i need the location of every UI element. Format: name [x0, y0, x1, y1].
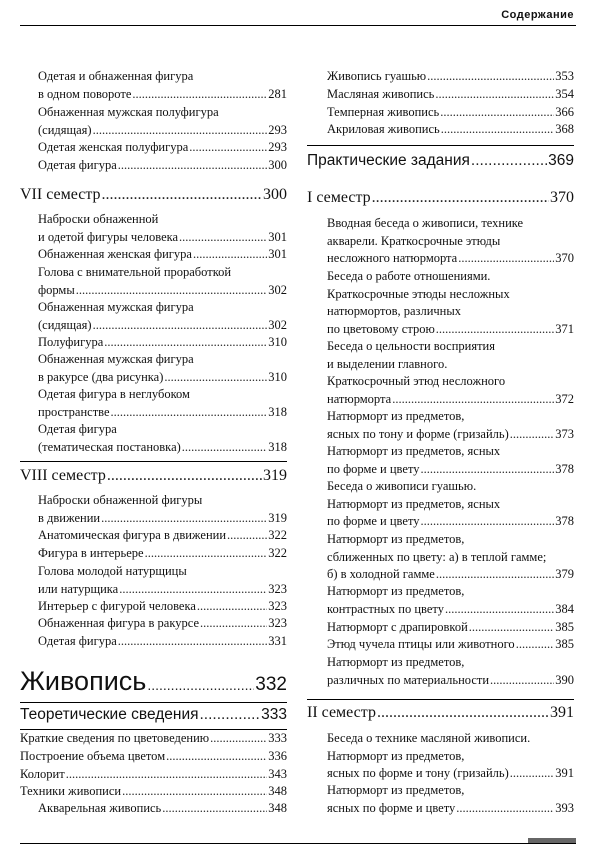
- entry-text: пространстве: [38, 404, 110, 419]
- leader-dots: [440, 104, 554, 122]
- toc-entry: [38, 211, 287, 246]
- toc-entry: [20, 730, 287, 748]
- toc-entry: [327, 104, 574, 122]
- leader-dots: [147, 669, 254, 701]
- leader-dots: [471, 151, 547, 171]
- leader-dots: [104, 334, 267, 352]
- leader-dots: [458, 250, 554, 268]
- entry-text: сближенных по цвету: а) в теплой гамме;: [327, 549, 547, 564]
- toc-entry: [38, 157, 287, 175]
- page-number: 300: [268, 158, 287, 172]
- entry-text: ясных по тону и форме (гризайль): [327, 426, 509, 441]
- toc-entry: [327, 478, 574, 531]
- entry-text: Обнаженная мужская полуфигура: [38, 105, 219, 119]
- section-rule: [20, 461, 287, 462]
- page-number: 322: [268, 546, 287, 560]
- toc-entry: [38, 421, 287, 456]
- leader-dots: [377, 703, 549, 723]
- entry-text: Обнаженная мужская фигура: [38, 352, 194, 366]
- entry-text: Полуфигура: [38, 335, 104, 349]
- entry-text: ясных по форме и тону (гризайль): [327, 766, 509, 780]
- entry-text: по форме и цвету: [327, 514, 420, 528]
- section-heading-practice: [307, 151, 574, 171]
- section-heading-sem7: [20, 185, 287, 205]
- footer-page-tab: [528, 838, 576, 843]
- entry-text: и выделении главного.: [327, 356, 448, 371]
- page-number: 353: [555, 69, 574, 83]
- entry-text: ясных по форме и цвету: [327, 800, 456, 815]
- entry-text: натюрмортов, различных: [327, 304, 462, 318]
- page-number: 390: [555, 672, 574, 687]
- leader-dots: [189, 139, 267, 157]
- entry-text: Живопись: [20, 666, 147, 696]
- toc-entry: [327, 531, 574, 584]
- leader-dots: [182, 439, 267, 457]
- entry-text: Интерьер с фигурой человека: [38, 599, 196, 613]
- toc-entry: [327, 636, 574, 654]
- leader-dots: [102, 185, 262, 205]
- entry-text: б) в холодной гамме: [327, 567, 435, 581]
- leader-dots: [193, 246, 267, 264]
- entry-text: Одетая женская полуфигура: [38, 140, 189, 154]
- leader-dots: [436, 321, 554, 339]
- entry-text: II семестр: [307, 704, 376, 721]
- entry-text: Краткосрочный этюд несложного: [327, 374, 506, 388]
- entry-text: Краткие сведения по цветоведению: [20, 731, 210, 745]
- toc-entry: [20, 783, 287, 801]
- leader-dots: [435, 86, 554, 104]
- entry-text: Натюрморт из предметов,: [327, 748, 465, 763]
- leader-dots: [166, 748, 267, 766]
- page-number: 323: [268, 616, 287, 630]
- page-number: 385: [555, 637, 574, 651]
- leader-dots: [510, 426, 554, 444]
- leader-dots: [164, 369, 267, 387]
- page-number: 319: [263, 467, 287, 484]
- entry-text: Практические задания: [307, 152, 470, 169]
- section-heading-sem8: [20, 466, 287, 486]
- toc-entry: [38, 800, 287, 818]
- entry-text: несложного натюрморта: [327, 251, 458, 265]
- page-number: 378: [555, 514, 574, 528]
- leader-dots: [162, 800, 267, 818]
- entry-text: VII семестр: [20, 186, 101, 203]
- entry-text: Беседа о цельности восприятия: [327, 339, 495, 353]
- page-number: 331: [268, 634, 287, 648]
- page-number: 393: [555, 800, 574, 815]
- entry-text: контрастных по цвету: [327, 601, 444, 616]
- entry-text: Техники живописи: [20, 784, 122, 798]
- part-heading-painting: [20, 665, 287, 701]
- footer-rule: [20, 843, 576, 844]
- entry-text: и одетой фигуры человека: [38, 229, 179, 244]
- entry-text: Одетая и обнаженная фигура: [38, 69, 194, 83]
- toc-entry: [38, 104, 287, 139]
- page-number: 336: [268, 749, 287, 763]
- toc-entry: [38, 139, 287, 157]
- entry-text: Теоретические сведения: [20, 706, 199, 723]
- toc-entry: [327, 583, 574, 618]
- leader-dots: [111, 404, 268, 422]
- toc-entry: [38, 68, 287, 103]
- toc-entry: [20, 748, 287, 766]
- entry-text: Масляная живопись: [327, 87, 435, 101]
- leader-dots: [210, 730, 267, 748]
- entry-text: или натурщика: [38, 581, 119, 596]
- leader-dots: [118, 633, 267, 651]
- entry-text: в ракурсе (два рисунка): [38, 369, 164, 384]
- toc-entry: [327, 68, 574, 86]
- entry-text: Краткосрочные этюды несложных: [327, 286, 510, 301]
- toc-entry: [38, 615, 287, 633]
- leader-dots: [392, 391, 554, 409]
- entry-text: Акварельная живопись: [38, 801, 162, 815]
- toc-entry: [38, 264, 287, 299]
- entry-text: Натюрморт из предметов,: [327, 655, 465, 669]
- entry-text: Наброски обнаженной фигуры: [38, 493, 203, 507]
- running-header: Содержание: [501, 9, 574, 21]
- entry-text: по цветовому строю: [327, 321, 435, 336]
- entry-text: Этюд чучела птицы или животного: [327, 637, 515, 651]
- entry-text: Колорит: [20, 767, 65, 781]
- toc-entry: [20, 766, 287, 784]
- entry-text: (сидящая): [38, 122, 92, 137]
- entry-text: Построение объема цветом: [20, 749, 166, 763]
- section-heading-theory: [20, 705, 287, 725]
- leader-dots: [469, 619, 554, 637]
- entry-text: Акриловая живопись: [327, 122, 440, 136]
- toc-entry: [38, 351, 287, 386]
- toc-entry: [327, 730, 574, 783]
- page-number: 370: [550, 189, 574, 206]
- entry-text: Беседа о работе отношениями.: [327, 269, 491, 283]
- toc-entry: [38, 386, 287, 421]
- page-number: 368: [555, 122, 574, 136]
- leader-dots: [93, 122, 268, 140]
- page-number: 318: [268, 439, 287, 454]
- entry-text: Голова с внимательной проработкой: [38, 265, 232, 279]
- page-number: 371: [555, 321, 574, 336]
- entry-text: Одетая фигура: [38, 422, 117, 436]
- leader-dots: [119, 581, 267, 599]
- page-number: 369: [548, 152, 574, 169]
- page-number: 310: [268, 369, 287, 384]
- leader-dots: [427, 68, 554, 86]
- entry-text: Темперная живопись: [327, 105, 440, 119]
- entry-text: I семестр: [307, 189, 371, 206]
- entry-text: VIII семестр: [20, 467, 106, 484]
- entry-text: Натюрморт из предметов,: [327, 532, 465, 546]
- entry-text: Беседа о технике масляной живописи.: [327, 731, 531, 745]
- leader-dots: [132, 86, 267, 104]
- entry-text: Обнаженная мужская фигура: [38, 300, 194, 314]
- page-number: 323: [268, 599, 287, 613]
- toc-entry: [327, 268, 574, 338]
- entry-text: Голова молодой натурщицы: [38, 564, 187, 578]
- section-heading-sem1: [307, 188, 574, 208]
- toc-entry: [327, 408, 574, 443]
- entry-text: Обнаженная женская фигура: [38, 247, 192, 261]
- page-number: 348: [268, 801, 287, 815]
- leader-dots: [516, 636, 555, 654]
- entry-text: (сидящая): [38, 317, 92, 332]
- entry-text: акварели. Краткосрочные этюды: [327, 233, 501, 248]
- entry-text: Натюрморт из предметов,: [327, 409, 465, 423]
- entry-text: Фигура в интерьере: [38, 546, 144, 560]
- entry-text: Одетая фигура: [38, 158, 117, 172]
- page-number: 378: [555, 461, 574, 476]
- entry-text: различных по материальности: [327, 672, 490, 687]
- toc-entry: [327, 338, 574, 408]
- page-number: 379: [555, 567, 574, 581]
- page-number: 302: [268, 282, 287, 297]
- section-heading-sem2: [307, 703, 574, 723]
- leader-dots: [76, 282, 268, 300]
- page-number: 302: [268, 317, 287, 332]
- page-number: 323: [268, 581, 287, 596]
- section-rule: [307, 699, 574, 700]
- page-number: 333: [268, 731, 287, 745]
- entry-text: Натюрморт из предметов, ясных: [327, 444, 501, 458]
- leader-dots: [122, 783, 267, 801]
- section-rule: [20, 702, 287, 703]
- entry-text: Натюрморт из предметов,: [327, 783, 465, 797]
- entry-text: Вводная беседа о живописи, технике: [327, 216, 524, 230]
- page-number: 281: [268, 86, 287, 101]
- page-number: 310: [268, 335, 287, 349]
- leader-dots: [436, 566, 554, 584]
- page-number: 333: [261, 706, 287, 723]
- entry-text: (тематическая постановка): [38, 439, 181, 454]
- entry-text: Беседа о живописи гуашью.: [327, 479, 477, 493]
- entry-text: Одетая фигура: [38, 634, 117, 648]
- page-number: 332: [255, 674, 287, 695]
- page-number: 319: [268, 510, 287, 525]
- leader-dots: [197, 598, 267, 616]
- entry-text: Обнаженная фигура в ракурсе: [38, 616, 200, 630]
- entry-text: Натюрморт с драпировкой: [327, 620, 468, 634]
- leader-dots: [118, 157, 267, 175]
- leader-dots: [200, 615, 267, 633]
- toc-entry: [38, 545, 287, 563]
- toc-entry: [38, 246, 287, 264]
- page-number: 293: [268, 140, 287, 154]
- leader-dots: [510, 765, 554, 783]
- page-number: 384: [555, 601, 574, 616]
- leader-dots: [107, 466, 262, 486]
- entry-text: формы: [38, 282, 75, 297]
- entry-text: по форме и цвету: [327, 461, 420, 476]
- toc-entry: [38, 563, 287, 598]
- leader-dots: [179, 229, 267, 247]
- entry-text: Наброски обнаженной: [38, 212, 159, 226]
- page-number: 354: [555, 87, 574, 101]
- page-number: 366: [555, 105, 574, 119]
- page-number: 318: [268, 404, 287, 419]
- leader-dots: [421, 461, 555, 479]
- page-number: 322: [268, 528, 287, 542]
- page-number: 300: [263, 186, 287, 203]
- entry-text: Анатомическая фигура в движении: [38, 528, 227, 542]
- leader-dots: [372, 188, 549, 208]
- page-number: 373: [555, 426, 574, 441]
- toc-entry: [327, 654, 574, 689]
- page-number: 301: [268, 247, 287, 261]
- leader-dots: [227, 527, 267, 545]
- section-rule: [307, 145, 574, 146]
- toc-entry: [38, 334, 287, 352]
- leader-dots: [490, 672, 554, 690]
- toc-entry: [327, 86, 574, 104]
- toc-entry: [38, 527, 287, 545]
- leader-dots: [66, 766, 268, 784]
- leader-dots: [101, 510, 267, 528]
- entry-text: натюрморта: [327, 391, 392, 406]
- toc-entry: [327, 215, 574, 268]
- toc-entry: [327, 121, 574, 139]
- header-rule: [20, 25, 576, 26]
- toc-entry: [327, 619, 574, 637]
- entry-text: в одном повороте: [38, 86, 132, 101]
- page-number: 301: [268, 229, 287, 244]
- leader-dots: [445, 601, 554, 619]
- page-number: 391: [555, 766, 574, 780]
- leader-dots: [200, 705, 261, 725]
- entry-text: Натюрморт из предметов, ясных: [327, 496, 501, 511]
- entry-text: Натюрморт из предметов,: [327, 584, 465, 598]
- toc-entry: [38, 299, 287, 334]
- page-number: 391: [550, 704, 574, 721]
- page-number: 385: [555, 620, 574, 634]
- entry-text: Живопись гуашью: [327, 69, 427, 83]
- leader-dots: [456, 800, 554, 818]
- entry-text: в движении: [38, 510, 101, 525]
- entry-text: Одетая фигура в неглубоком: [38, 387, 190, 401]
- page-number: 293: [268, 122, 287, 137]
- page-number: 348: [268, 784, 287, 798]
- leader-dots: [145, 545, 268, 563]
- page-number: 343: [268, 767, 287, 781]
- leader-dots: [441, 121, 555, 139]
- leader-dots: [93, 317, 268, 335]
- page-number: 370: [555, 251, 574, 265]
- toc-entry: [38, 633, 287, 651]
- toc-entry: [327, 443, 574, 478]
- toc-entry: [38, 598, 287, 616]
- toc-entry: [327, 782, 574, 817]
- page-number: 372: [555, 391, 574, 406]
- toc-entry: [38, 492, 287, 527]
- leader-dots: [421, 513, 555, 531]
